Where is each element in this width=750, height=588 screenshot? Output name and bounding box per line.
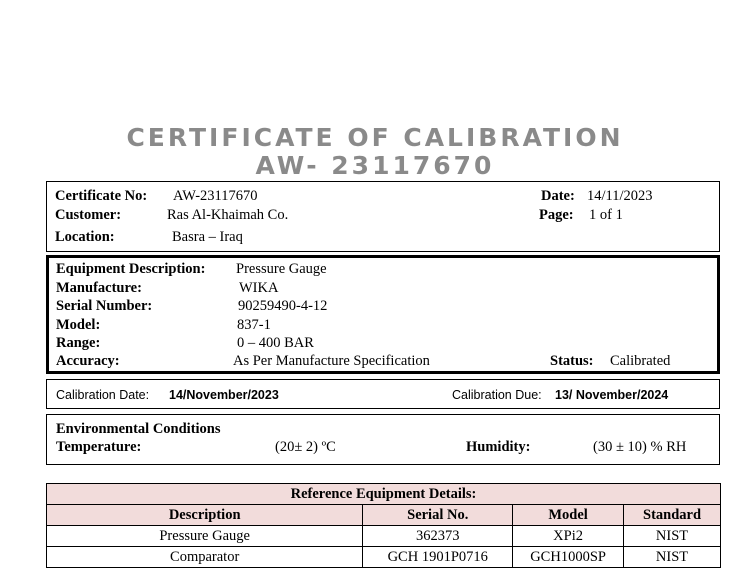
- humidity-label: Humidity:: [466, 439, 531, 455]
- calibration-due-label: Calibration Due:: [452, 388, 542, 402]
- customer-value: Ras Al-Khaimah Co.: [167, 207, 289, 223]
- humidity-value: (30 ± 10) % RH: [593, 439, 687, 455]
- reference-title-row: [47, 484, 721, 505]
- temperature-label: Temperature:: [56, 439, 142, 455]
- cell-description: Comparator: [47, 547, 363, 568]
- customer-label: Customer:: [55, 207, 122, 223]
- cert-no-label: Certificate No:: [55, 188, 148, 204]
- calibration-date-label: Calibration Date:: [56, 388, 150, 402]
- temperature-value: (20± 2) ºC: [275, 439, 336, 455]
- cell-serial-no: GCH 1901P0716: [363, 547, 513, 568]
- status-value: Calibrated: [610, 353, 671, 369]
- status-label: Status:: [550, 353, 594, 369]
- certificate-number-title: AW- 23117670: [255, 151, 495, 180]
- cell-standard: NIST: [624, 547, 721, 568]
- calibration-date-value: 14/November/2023: [169, 388, 279, 402]
- page-label: Page:: [539, 207, 574, 223]
- equipment-desc-value: Pressure Gauge: [236, 261, 327, 277]
- model-label: Model:: [56, 317, 101, 333]
- date-label: Date:: [541, 188, 575, 204]
- cell-standard: NIST: [624, 526, 721, 547]
- accuracy-label: Accuracy:: [56, 353, 120, 369]
- manufacture-value: WIKA: [239, 280, 279, 296]
- cert-no-value: AW-23117670: [173, 188, 258, 204]
- date-value: 14/11/2023: [587, 188, 653, 204]
- range-value: 0 – 400 BAR: [237, 335, 314, 351]
- calibration-due-value: 13/ November/2024: [555, 388, 669, 402]
- cell-model: GCH1000SP: [513, 547, 624, 568]
- serial-number-value: 90259490-4-12: [238, 298, 328, 314]
- location-label: Location:: [55, 229, 115, 245]
- col-serial-no: Serial No.: [363, 505, 513, 526]
- cell-model: XPi2: [513, 526, 624, 547]
- manufacture-label: Manufacture:: [56, 280, 142, 296]
- cell-description: Pressure Gauge: [47, 526, 363, 547]
- col-standard: Standard: [624, 505, 721, 526]
- reference-header-row: [47, 505, 721, 526]
- location-value: Basra – Iraq: [172, 229, 243, 245]
- model-value: 837-1: [237, 317, 271, 333]
- range-label: Range:: [56, 335, 101, 351]
- col-description: Description: [47, 505, 363, 526]
- reference-title: Reference Equipment Details:: [47, 484, 721, 505]
- accuracy-value: As Per Manufacture Specification: [233, 353, 430, 369]
- table-row: [47, 547, 721, 568]
- cell-serial-no: 362373: [363, 526, 513, 547]
- reference-equipment-table: [46, 483, 721, 568]
- environment-heading: Environmental Conditions: [56, 421, 221, 437]
- serial-number-label: Serial Number:: [56, 298, 153, 314]
- table-row: [47, 526, 721, 547]
- equipment-desc-label: Equipment Description:: [56, 261, 206, 277]
- col-model: Model: [513, 505, 624, 526]
- certificate-title: CERTIFICATE OF CALIBRATION: [126, 123, 624, 152]
- page-value: 1 of 1: [589, 207, 623, 223]
